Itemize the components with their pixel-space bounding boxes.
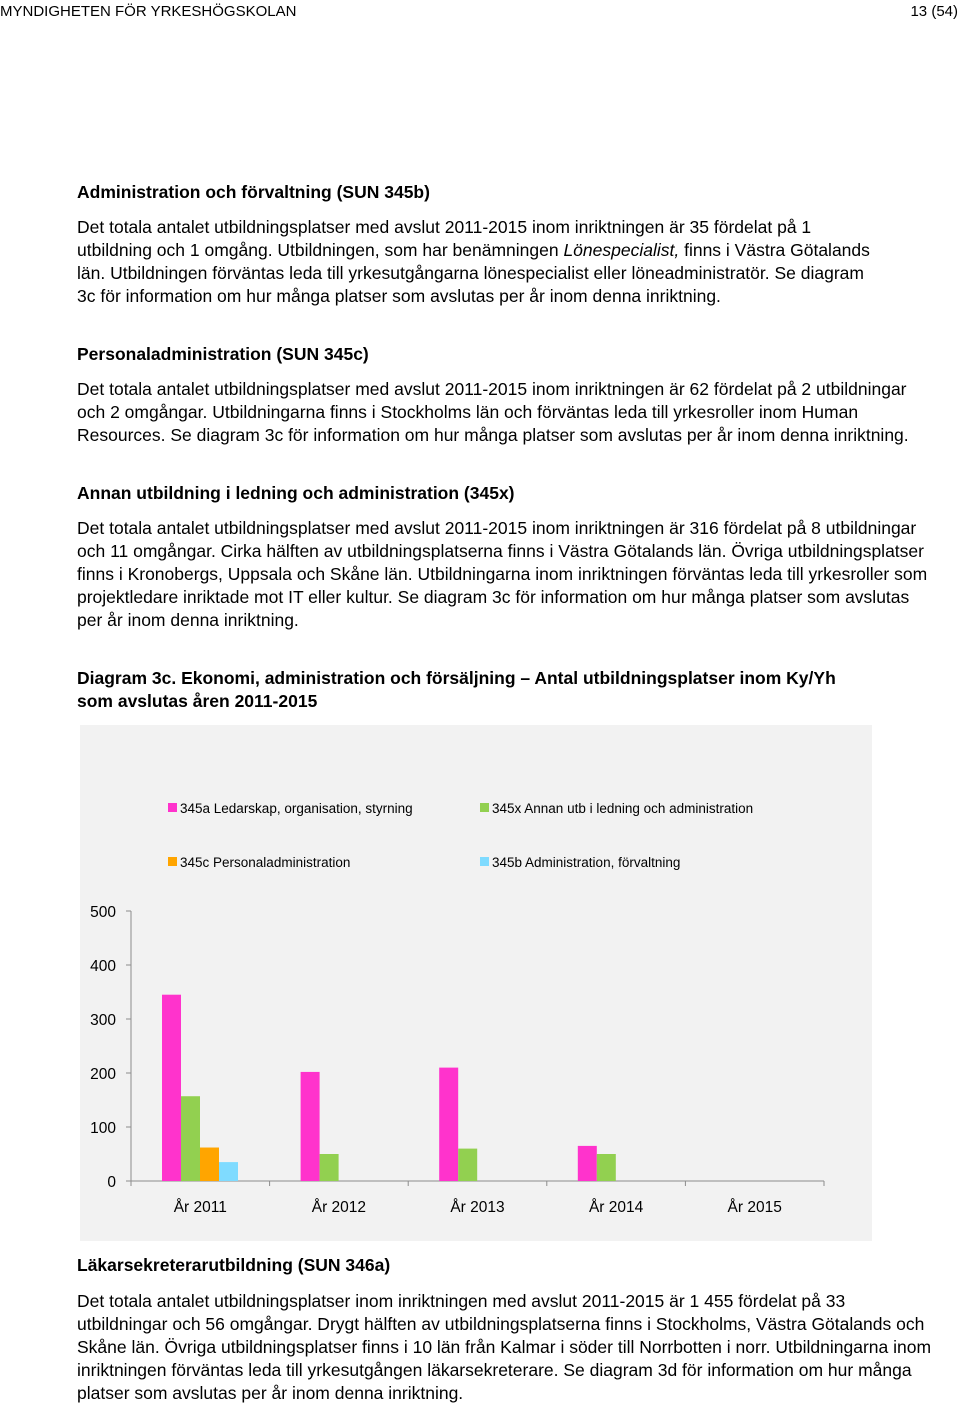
diagram-caption: Diagram 3c. Ekonomi, administration och försäljning – Antal utbildningsplatser inom Ky/Yh som avslutas åren 2011-2015 [77,668,836,711]
bar-3-1 [200,1148,219,1181]
legend-swatch [480,803,489,812]
bar-1-1 [162,995,181,1181]
y-tick-label: 100 [90,1120,116,1137]
bar-1-2 [301,1072,320,1181]
bar-4-1 [219,1162,238,1181]
section-text-345b-part2: finns i Västra Götalands län. Utbildningen förväntas leda till yrkesutgångarna lönespecialist eller löneadministratör. Se diagram 3c för information om hur många platser som avslutas per år inom denna inriktning. [77,240,870,306]
bar-2-2 [320,1154,339,1181]
legend-swatch [168,857,177,866]
bar-2-4 [597,1154,616,1181]
legend-label: 345x Annan utb i ledning och administration [492,801,754,816]
section-title-345x: Annan utbildning i ledning och administration (345x) [77,483,515,503]
y-tick-label: 300 [90,1012,116,1029]
chart-panel [80,725,872,1241]
x-tick-label: År 2014 [588,1199,644,1216]
legend-label: 345a Ledarskap, organisation, styrning [180,801,413,816]
section-title-345c: Personaladministration (SUN 345c) [77,344,369,364]
legend-label: 345b Administration, förvaltning [492,855,681,870]
x-tick-label: År 2012 [311,1199,367,1216]
legend-swatch [480,857,489,866]
bar-1-4 [578,1146,597,1181]
legend-label: 345c Personaladministration [180,855,351,870]
x-tick-label: År 2011 [173,1199,227,1216]
page-number: 13 (54) [910,3,958,20]
section-text-346a: Det totala antalet utbildningsplatser inom inriktningen med avslut 2011-2015 är 1 455 fördelat på 33 utbildningar och 56 omgångar. Drygt hälften av utbildningsplatserna finns i Stockholms, Västra Götalands och Skåne län. Övriga utbildningsplatser finns i 10 län från Kalmar i söder till Norrbotten i norr. Utbildningarna inom inriktningen förväntas leda till yrkesutgången läkarsekreterare. Se diagram 3d för information om hur många platser som avslutas per år inom denna inriktning. [77,1291,932,1403]
section-title-345b: Administration och förvaltning (SUN 345b) [77,182,430,202]
x-tick-label: År 2013 [450,1199,505,1216]
legend-swatch [168,803,177,812]
y-tick-label: 400 [90,958,116,975]
section-text-345b-part1: Det totala antalet utbildningsplatser med avslut 2011-2015 inom inriktningen är 35 fördelat på 1 utbildning och 1 omgång. Utbildningen, som har benämningen [77,217,812,260]
bar-1-3 [439,1068,458,1181]
section-text-345x: Det totala antalet utbildningsplatser med avslut 2011-2015 inom inriktningen är 316 fördelat på 8 utbildningar och 11 omgångar. Cirka hälften av utbildningsplatserna finns i Västra Götalands län. Övriga utbildningsplatser finns i Kronobergs, Uppsala och Skåne län. Utbildningarna inom inriktningen förväntas leda till yrkesroller som projektledare inriktade mot IT eller kultur. Se diagram 3c för information om hur många platser som avslutas per år inom denna inriktning. [77,518,928,630]
section-text-345b-italic: Lönespecialist, [563,240,680,260]
x-tick-label: År 2015 [727,1199,782,1216]
section-text-345b [77,216,877,308]
bar-2-3 [458,1149,477,1181]
bar-2-1 [181,1096,200,1181]
header-organization: MYNDIGHETEN FÖR YRKESHÖGSKOLAN [0,3,297,20]
y-tick-label: 0 [107,1174,116,1191]
y-tick-label: 500 [90,904,116,921]
section-title-346a: Läkarsekreterarutbildning (SUN 346a) [77,1255,391,1275]
chart-svg [80,725,872,1241]
section-text-345c: Det totala antalet utbildningsplatser med avslut 2011-2015 inom inriktningen är 62 fördelat på 2 utbildningar och 2 omgångar. Utbildningarna finns i Stockholms län och förväntas leda till yrkesroller inom Human Resources. Se diagram 3c för information om hur många platser som avslutas per år inom denna inriktning. [77,379,909,445]
y-tick-label: 200 [90,1066,116,1083]
